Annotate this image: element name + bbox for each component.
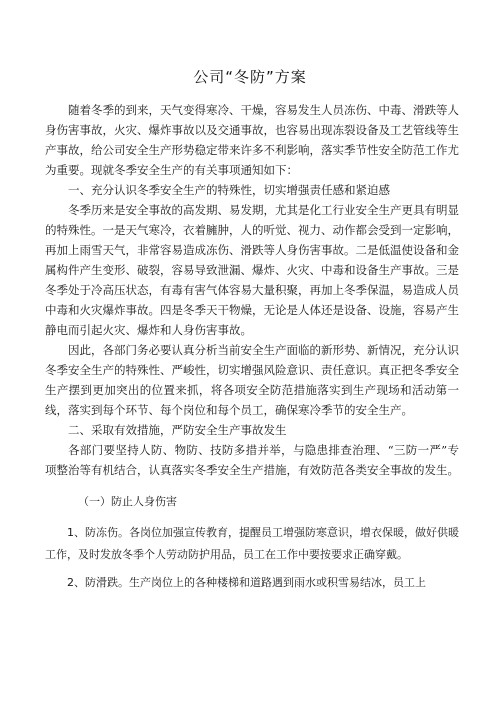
document-body <box>45 100 459 600</box>
section-1-paragraph-2: 因此，各部门务必要认真分析当前安全生产面临的新形势、新情况，充分认识冬季安全生产的特殊性、严峻性，切实增强风险意识、责任意识。真正把冬季安全生产摆到更加突出的位置来抓，将各项安全防范措施落实到生产现场和活动第一线，落实到每个环节、每个岗位和每个员工，确保寒冷季节的安全生产。 <box>45 343 459 417</box>
section-2-paragraph-1: 各部门要坚持人防、物防、技防多措并举，与隐患排查治理、“三防一严”专项整治等有机结合，认真落实冬季安全生产措施，有效防范各类安全事故的发生。 <box>45 443 459 477</box>
intro-paragraph: 随着冬季的到来，天气变得寒冷、干燥，容易发生人员冻伤、中毒、滑跌等人身伤害事故，火灾、爆炸事故以及交通事故，也容易出现冻裂设备及工艺管线等生产事故，给公司安全生产形势稳定带来许多不利影响，落实季节性安全防范工作尤为重要。现就冬季安全生产的有关事项通知如下： <box>45 103 459 177</box>
section-heading-1: 一、充分认识冬季安全生产的特殊性，切实增强责任感和紧迫感 <box>68 183 390 197</box>
document-title: 公司“冬防”方案 <box>193 68 307 86</box>
list-item-frostbite: 1、防冻伤。各岗位加强宣传教育，提醒员工增强防寒意识，增衣保暖，做好供暖工作，及时发放冬季个人劳动防护用品，员工在工作中要按要求正确穿戴。 <box>45 526 459 561</box>
subheading-personal-injury: （一）防止人身伤害 <box>78 495 177 508</box>
section-1-paragraph-1: 冬季历来是安全事故的高发期、易发期，尤其是化工行业安全生产更具有明显的特殊性。一是天气寒冷，衣着臃肿，人的听觉、视力、动作都会受到一定影响，再加上雨雪天气，非常容易造成冻伤、滑跌等人身伤害事故。二是低温使设备和金属构件产生变形、破裂，容易导致泄漏、爆炸、火灾、中毒和设备生产事故。三是冬季处于冷高压状态，有毒有害气体容易大量积聚，再加上冬季保温，易造成人员中毒和火灾爆炸事故。四是冬季天干物燥，无论是人体还是设备、设施，容易产生静电而引起火灾、爆炸和人身伤害事故。 <box>45 203 459 337</box>
list-item-slip: 2、防滑跌。生产岗位上的各种楼梯和道路遇到雨水或积雪易结冰，员工上 <box>67 576 426 589</box>
section-heading-2: 二、采取有效措施，严防安全生产事故发生 <box>68 423 287 437</box>
